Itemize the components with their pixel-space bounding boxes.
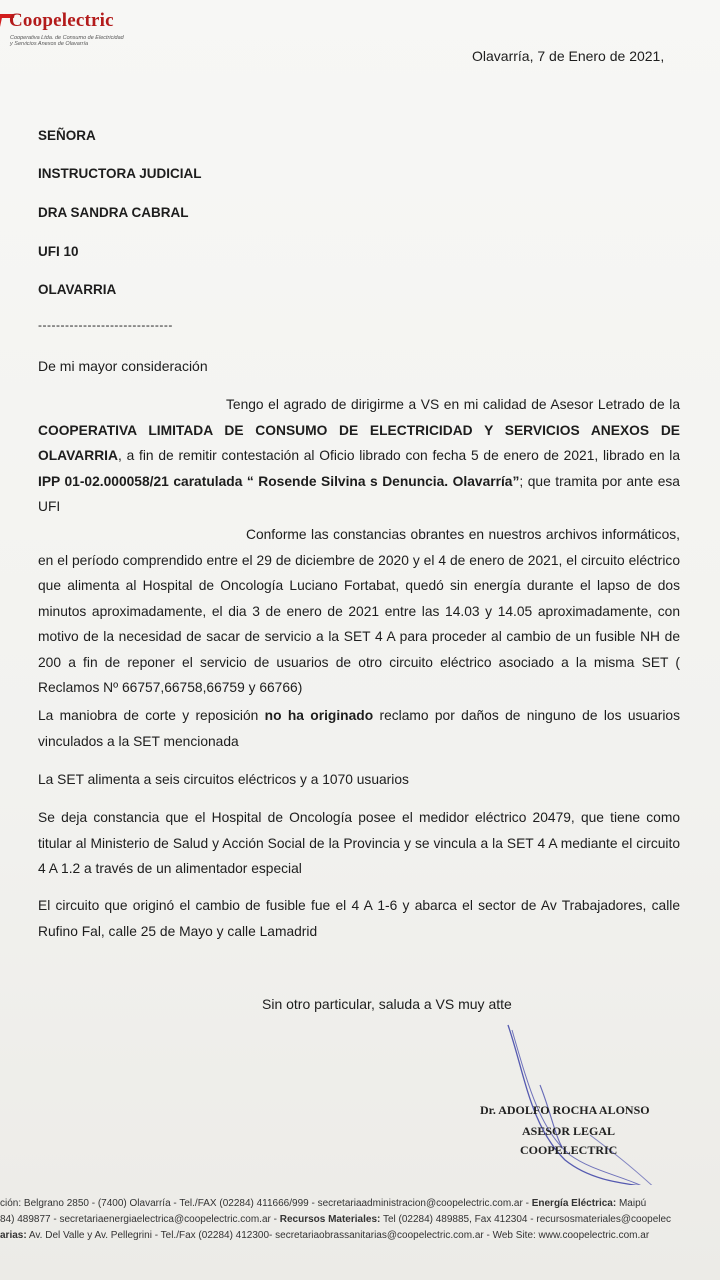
- paragraph-6: El circuito que originó el cambio de fusible fue el 4 A 1-6 y abarca el sector de Av Trabajadores, calle Rufino Fal, calle 25 de Mayo y calle Lamadrid: [38, 898, 680, 939]
- logo-name: Coopelectric: [9, 10, 114, 31]
- letterhead-footer: [0, 1196, 720, 1244]
- addressee-line-3: DRA SANDRA CABRAL: [38, 205, 189, 220]
- paragraph-5: Se deja constancia que el Hospital de Oncología posee el medidor eléctrico 20479, que tiene como titular al Ministerio de Salud y Acción Social de la Provincia y se vincula a la SET 4 A mediante el circuito 4 A 1.2 a través de un alimentador especial: [38, 810, 680, 876]
- signature-org: COOPELECTRIC: [520, 1143, 618, 1157]
- footer-line-1: ción: Belgrano 2850 - (7400) Olavarría - Tel./FAX (02284) 411666/999 - secretariaadministracion@coopelectric.com.ar - Energía Eléctrica: Maipú: [0, 1198, 647, 1209]
- paragraph-2: Conforme las constancias obrantes en nuestros archivos informáticos, en el período comprendido entre el 29 de diciembre de 2020 y el 4 de enero de 2021, el circuito eléctrico que alimenta al Hospital de Oncología Luciano Fortabat, quedó sin energía durante el lapso de dos minutos aproximadamente, el dia 3 de enero de 2021 entre las 14.03 y 14.05 aproximadamente, con motivo de la necesidad de sacar de servicio a la SET 4 A para proceder al cambio de un fusible NH de 200 a fin de reponer el servicio de usuarios de otro circuito eléctrico asociado a la misma SET ( Reclamos Nº 66757,66758,66759 y 66766): [38, 527, 680, 695]
- signature-block: [470, 1015, 720, 1185]
- letter-date: Olavarría, 7 de Enero de 2021,: [472, 48, 665, 64]
- signature-title: ASESOR LEGAL: [522, 1124, 616, 1138]
- footer-line-2: 84) 489877 - secretariaenergiaelectrica@coopelectric.com.ar - Recursos Materiales: Tel (02284) 489885, Fax 412304 - recursosmateriales@coopelec: [0, 1214, 672, 1225]
- coopelectric-logo: [0, 8, 160, 48]
- handwritten-signature: [470, 1015, 720, 1185]
- paragraph-1: Tengo el agrado de dirigirme a VS en mi calidad de Asesor Letrado de la COOPERATIVA LIMITADA DE CONSUMO DE ELECTRICIDAD Y SERVICIOS ANEXOS DE OLAVARRIA, a fin de remitir contestación al Oficio librado con fecha 5 de enero de 2021, librado en la IPP 01-02.000058/21 caratulada “ Rosende Silvina s Denuncia. Olavarría”; que tramita por ante esa UFI: [38, 397, 680, 514]
- footer-line-3: arias: Av. Del Valle y Av. Pellegrini - Tel./Fax (02284) 412300- secretariaobrassanitarias@coopelectric.com.ar - Web Site: www.coopelectric.com.ar: [0, 1230, 650, 1241]
- addressee-line-2: INSTRUCTORA JUDICIAL: [38, 166, 202, 181]
- separator-line: ------------------------------: [38, 318, 173, 332]
- signature-name: Dr. ADOLFO ROCHA ALONSO: [480, 1103, 650, 1117]
- paragraph-3: La maniobra de corte y reposición no ha originado reclamo por daños de ninguno de los usuarios vinculados a la SET mencionada: [38, 708, 680, 749]
- addressee-line-4: UFI 10: [38, 244, 79, 259]
- paragraph-4: La SET alimenta a seis circuitos eléctricos y a 1070 usuarios: [38, 772, 409, 787]
- addressee-line-1: SEÑORA: [38, 128, 96, 143]
- closing-line: Sin otro particular, saluda a VS muy atte: [262, 996, 512, 1012]
- addressee-line-5: OLAVARRIA: [38, 282, 117, 297]
- greeting: De mi mayor consideración: [38, 358, 208, 374]
- logo-subtitle: Cooperativa Ltda. de Consumo de Electricidad y Servicios Anexos de Olavarría: [10, 35, 124, 47]
